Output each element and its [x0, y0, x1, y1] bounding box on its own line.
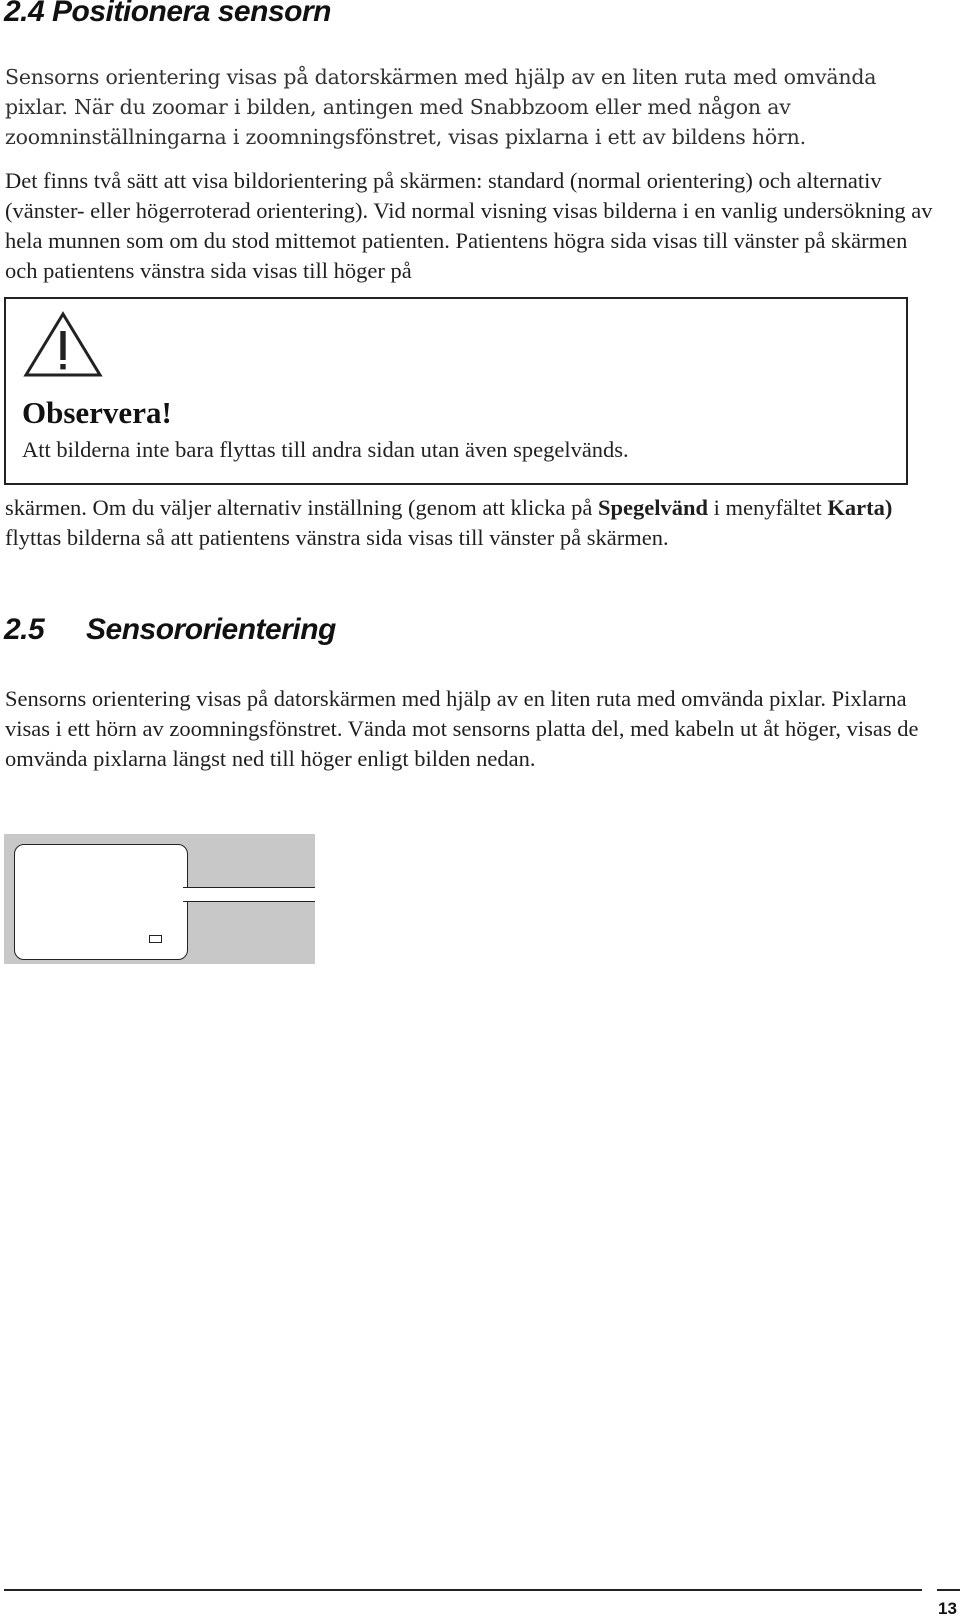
section-title: Sensororientering — [86, 613, 336, 646]
section-heading-2-5 — [4, 613, 336, 647]
paragraph-text: flyttas bilderna så att patientens vänstra sida visas till vänster på skärmen. — [5, 525, 669, 550]
section-heading-2-4: 2.4 Positionera sensorn — [4, 0, 331, 28]
page-number: 13 — [938, 1599, 957, 1618]
section-2-4-paragraph-3 — [5, 493, 945, 553]
section-2-4-paragraph-2: Det finns två sätt att visa bildorientering på skärmen: standard (normal orientering) och alternativ (vänster- eller högerroterad orientering). Vid normal visning visas bilderna i en vanlig undersökning av hela munnen som om du stod mittemot patienten. Patientens högra sida visas till vänster på skärmen och patientens vänstra sida visas till höger på — [5, 168, 933, 283]
section-2-5-paragraph: Sensorns orientering visas på datorskärmen med hjälp av en liten ruta med omvända pixlar. Pixlarna visas i ett hörn av zoomningsfönstret. Vända mot sensorns platta del, med kabeln ut åt höger, visas de omvända pixlarna längst ned till höger enligt bilden nedan. — [5, 686, 919, 771]
sensor-cable — [183, 887, 315, 902]
warning-box — [4, 297, 908, 485]
menu-term-karta: Karta) — [827, 495, 893, 520]
inverted-pixels-marker — [149, 935, 162, 943]
footer-rule — [4, 1589, 922, 1591]
warning-title: Observera! — [22, 395, 172, 430]
paragraph-text: skärmen. Om du väljer alternativ inställning (genom att klicka på — [5, 495, 598, 520]
menu-term-spegelvand: Spegelvänd — [597, 495, 708, 520]
warning-triangle-icon — [23, 311, 103, 379]
section-2-4-paragraph-1: Sensorns orientering visas på datorskärmen med hjälp av en liten ruta med omvända pixlar. När du zoomar i bilden, antingen med Snabbzoom eller med någon av zoomninställningarna i zoomningsfönstret, visas pixlarna i ett av bildens hörn. — [5, 65, 877, 149]
warning-text: Att bilderna inte bara flyttas till andra sidan utan även spegelvänds. — [22, 437, 629, 462]
paragraph-text: i menyfältet — [708, 495, 828, 520]
section-number: 2.5 — [4, 613, 45, 646]
footer-rule-page — [937, 1589, 960, 1591]
